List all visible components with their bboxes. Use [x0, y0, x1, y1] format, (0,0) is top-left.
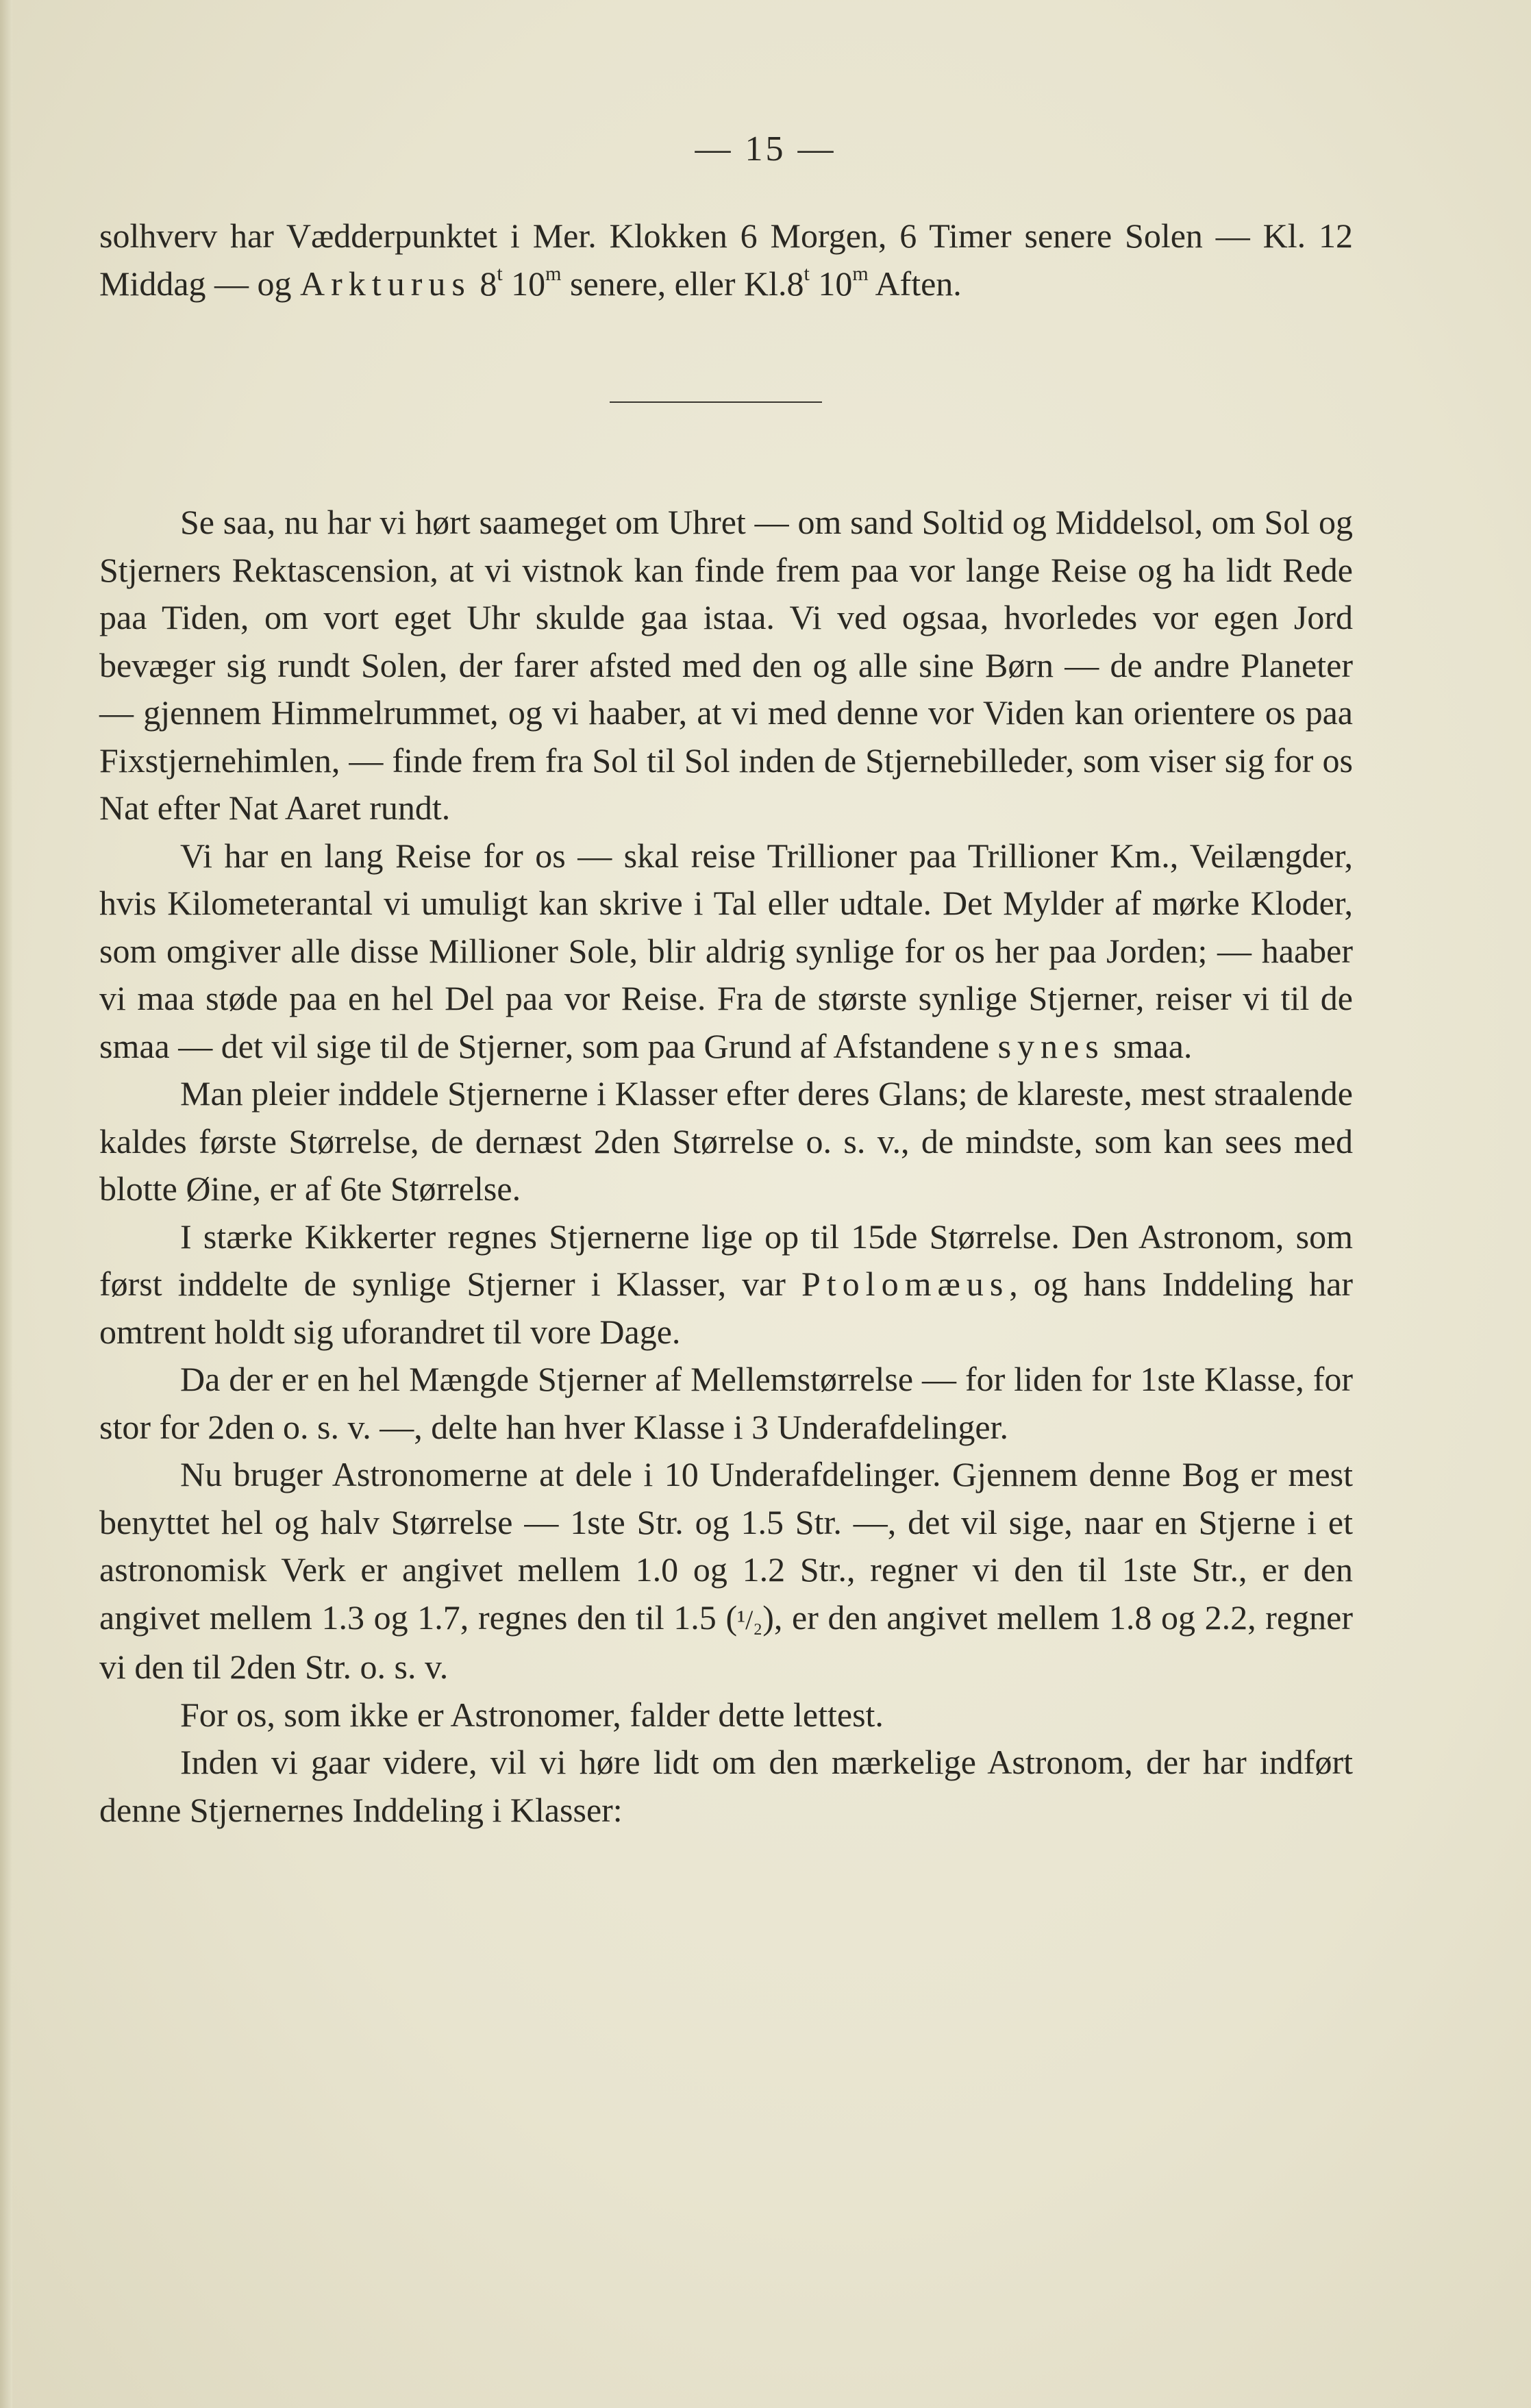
intro-text-block — [99, 212, 1353, 308]
paragraph-3: Man pleier inddele Stjernerne i Klasser efter deres Glans; de klareste, mest straalende kaldes første Størrelse, de dernæst 2den Størrelse o. s. v., de mindste, som kan sees med blotte Øine, er af 6te Størrelse. — [99, 1074, 1353, 1208]
paragraph-8: Inden vi gaar videre, vil vi høre lidt om den mærkelige Astronom, der har indført denne Stjernernes Inddeling i Klasser: — [99, 1743, 1353, 1829]
paragraph-6: Nu bruger Astronomerne at dele i 10 Underafdelinger. Gjennem denne Bog er mest benyttet hel og halv Størrelse — 1ste Str. og 1.5 Str. —, det vil sige, naar en Stjerne i et astronomisk Verk er angivet mellem 1.0 og 1.2 Str., regner vi den til 1ste Str., er den angivet mellem 1.3 og 1.7, regnes den til 1.5 (¹/₂), er den angivet mellem 1.8 og 2.2, regner vi den til 2den Str. o. s. v. — [99, 1455, 1353, 1686]
paragraph-1: Se saa, nu har vi hørt saameget om Uhret — om sand Soltid og Middelsol, om Sol og Stjerners Rektascension, at vi vistnok kan finde frem paa vor lange Reise og ha lidt Rede paa Tiden, om vort eget Uhr skulde gaa istaa. Vi ved ogsaa, hvorledes vor egen Jord bevæger sig rundt Solen, der farer afsted med den og alle sine Børn — de andre Planeter — gjennem Himmelrummet, og vi haaber, at vi med denne vor Viden kan orientere os paa Fixstjernehimlen, — finde frem fra Sol til Sol inden de Stjernebilleder, som viser sig for os Nat efter Nat Aaret rundt. — [99, 503, 1353, 827]
paragraph-4: I stærke Kikkerter regnes Stjernerne lige op til 15de Størrelse. Den Astronom, som først inddelte de synlige Stjerner i Klasser, var Ptolomæus, og hans Inddeling har omtrent holdt sig uforandret til vore Dage. — [99, 1217, 1353, 1351]
main-text-block — [99, 499, 1353, 1834]
paragraph-5: Da der er en hel Mængde Stjerner af Mellemstørrelse — for liden for 1ste Klasse, for stor for 2den o. s. v. —, delte han hver Klasse i 3 Underafdelinger. — [99, 1360, 1353, 1446]
paragraph-2: Vi har en lang Reise for os — skal reise Trillioner paa Trillioner Km., Veilængder, hvis Kilometerantal vi umuligt kan skrive i Tal eller udtale. Det Mylder af mørke Kloder, som omgiver alle disse Millioner Sole, blir aldrig synlige for os her paa Jorden; — haaber vi maa støde paa en hel Del paa vor Reise. Fra de største synlige Stjerner, reiser vi til de smaa — det vil sige til de Stjerner, som paa Grund af Afstandene synes smaa. — [99, 836, 1353, 1065]
page-number: — 15 — — [695, 129, 836, 169]
paragraph-7: For os, som ikke er Astronomer, falder dette lettest. — [180, 1695, 884, 1734]
section-divider — [610, 401, 822, 403]
intro-paragraph: solhverv har Vædderpunktet i Mer. Klokken 6 Morgen, 6 Timer senere Solen — Kl. 12 Middag — og Arkturus 8$^t$ 10$^m$ senere, eller Kl.8$^t$ 10$^m$ Aften. — [99, 216, 1353, 303]
arkturus-name: Arkturus — [300, 264, 471, 303]
page-spine-edge — [0, 0, 12, 2408]
